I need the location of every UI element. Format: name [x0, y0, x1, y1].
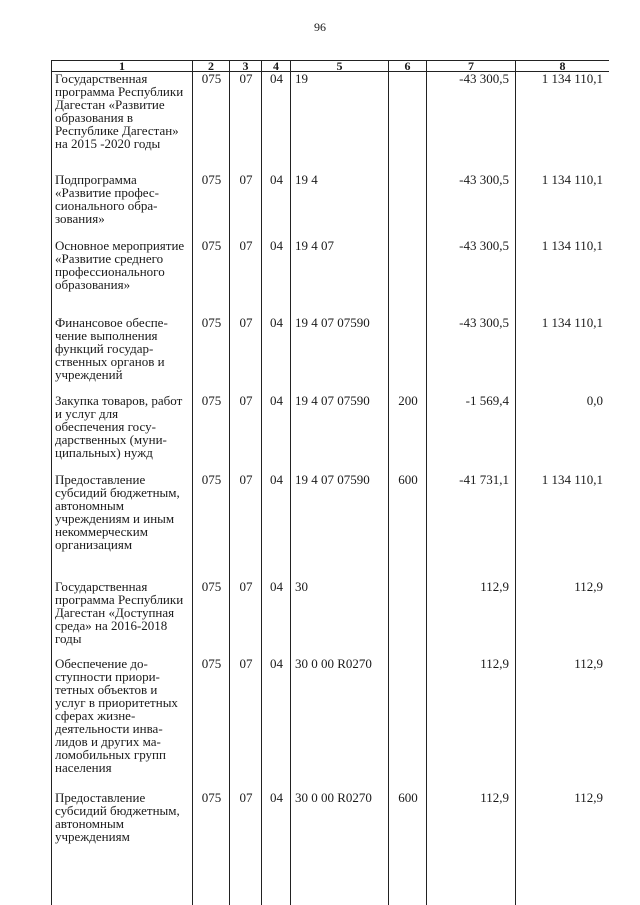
- row-name: Закупка товаров, работ и услуг для обеспечения государственных (муниципальных) нужд: [52, 394, 193, 473]
- cell-ministry: 075: [193, 791, 230, 905]
- cell-ministry: 075: [193, 473, 230, 580]
- cell-subsection: 04: [262, 173, 291, 239]
- row-name: Финансовое обеспечение выполнения функций государственных органов и учреждений: [52, 316, 193, 394]
- cell-total: 112,9: [516, 580, 610, 657]
- cell-change: -43 300,5: [427, 316, 516, 394]
- cell-expense-type: 600: [389, 473, 427, 580]
- row-name: Предоставление субсидий бюджетным, автономным учреждениям: [52, 791, 193, 905]
- cell-section: 07: [230, 239, 262, 316]
- cell-expense-type: [389, 657, 427, 791]
- cell-total: 0,0: [516, 394, 610, 473]
- cell-expense-type: [389, 316, 427, 394]
- row-name: Обеспечение доступности приоритетных объектов и услуг в приоритетных сферах жизнедеятельности инвалидов и других маломобильных групп населения: [52, 657, 193, 791]
- cell-ministry: 075: [193, 173, 230, 239]
- table-row: [52, 394, 610, 473]
- row-name: Предоставление субсидий бюджетным, автономным учреждениям и иным некоммерческим организациям: [52, 473, 193, 580]
- cell-subsection: 04: [262, 473, 291, 580]
- budget-table-container: [51, 60, 609, 905]
- table-row: [52, 473, 610, 580]
- row-name: Государственная программа Республики Дагестан «Доступная среда» на 2016-2018 годы: [52, 580, 193, 657]
- column-header: 6: [389, 61, 427, 72]
- cell-target-article: 19 4 07 07590: [291, 316, 389, 394]
- cell-section: 07: [230, 791, 262, 905]
- cell-ministry: 075: [193, 657, 230, 791]
- row-name: Государственная программа Республики Дагестан «Развитие образования в Республике Дагестан» на 2015 -2020 годы: [52, 72, 193, 173]
- table-row: [52, 580, 610, 657]
- table-row: [52, 239, 610, 316]
- cell-change: -43 300,5: [427, 72, 516, 173]
- row-name: Основное мероприятие «Развитие среднего профессионального образования»: [52, 239, 193, 316]
- cell-expense-type: [389, 173, 427, 239]
- cell-section: 07: [230, 394, 262, 473]
- cell-total: 1 134 110,1: [516, 316, 610, 394]
- table-row: [52, 791, 610, 905]
- column-number-header: [52, 61, 610, 72]
- cell-total: 1 134 110,1: [516, 239, 610, 316]
- cell-total: 112,9: [516, 657, 610, 791]
- cell-target-article: 30 0 00 R0270: [291, 657, 389, 791]
- cell-section: 07: [230, 473, 262, 580]
- column-header: 1: [52, 61, 193, 72]
- column-header: 5: [291, 61, 389, 72]
- page-number: 96: [314, 20, 326, 34]
- budget-table: [51, 60, 609, 905]
- column-header: 3: [230, 61, 262, 72]
- table-row: [52, 72, 610, 173]
- cell-ministry: 075: [193, 239, 230, 316]
- cell-change: 112,9: [427, 791, 516, 905]
- cell-subsection: 04: [262, 316, 291, 394]
- cell-ministry: 075: [193, 72, 230, 173]
- cell-expense-type: [389, 72, 427, 173]
- cell-change: -43 300,5: [427, 239, 516, 316]
- cell-subsection: 04: [262, 394, 291, 473]
- cell-target-article: 30: [291, 580, 389, 657]
- cell-total: 1 134 110,1: [516, 473, 610, 580]
- cell-ministry: 075: [193, 580, 230, 657]
- cell-change: -43 300,5: [427, 173, 516, 239]
- column-header: 4: [262, 61, 291, 72]
- cell-subsection: 04: [262, 580, 291, 657]
- cell-expense-type: 200: [389, 394, 427, 473]
- cell-change: 112,9: [427, 580, 516, 657]
- table-row: [52, 173, 610, 239]
- cell-subsection: 04: [262, 239, 291, 316]
- column-header: 8: [516, 61, 610, 72]
- cell-ministry: 075: [193, 394, 230, 473]
- cell-ministry: 075: [193, 316, 230, 394]
- cell-total: 112,9: [516, 791, 610, 905]
- cell-section: 07: [230, 657, 262, 791]
- cell-section: 07: [230, 316, 262, 394]
- cell-change: 112,9: [427, 657, 516, 791]
- cell-total: 1 134 110,1: [516, 173, 610, 239]
- cell-target-article: 19 4: [291, 173, 389, 239]
- column-header: 2: [193, 61, 230, 72]
- cell-section: 07: [230, 580, 262, 657]
- cell-target-article: 19: [291, 72, 389, 173]
- row-name: Подпрограмма «Развитие профессионального образования»: [52, 173, 193, 239]
- cell-section: 07: [230, 173, 262, 239]
- column-header: 7: [427, 61, 516, 72]
- cell-total: 1 134 110,1: [516, 72, 610, 173]
- cell-expense-type: [389, 239, 427, 316]
- table-row: [52, 657, 610, 791]
- cell-target-article: 30 0 00 R0270: [291, 791, 389, 905]
- cell-target-article: 19 4 07 07590: [291, 473, 389, 580]
- cell-target-article: 19 4 07 07590: [291, 394, 389, 473]
- cell-section: 07: [230, 72, 262, 173]
- cell-change: -41 731,1: [427, 473, 516, 580]
- cell-expense-type: 600: [389, 791, 427, 905]
- cell-subsection: 04: [262, 72, 291, 173]
- cell-target-article: 19 4 07: [291, 239, 389, 316]
- table-row: [52, 316, 610, 394]
- cell-expense-type: [389, 580, 427, 657]
- cell-subsection: 04: [262, 791, 291, 905]
- cell-change: -1 569,4: [427, 394, 516, 473]
- cell-subsection: 04: [262, 657, 291, 791]
